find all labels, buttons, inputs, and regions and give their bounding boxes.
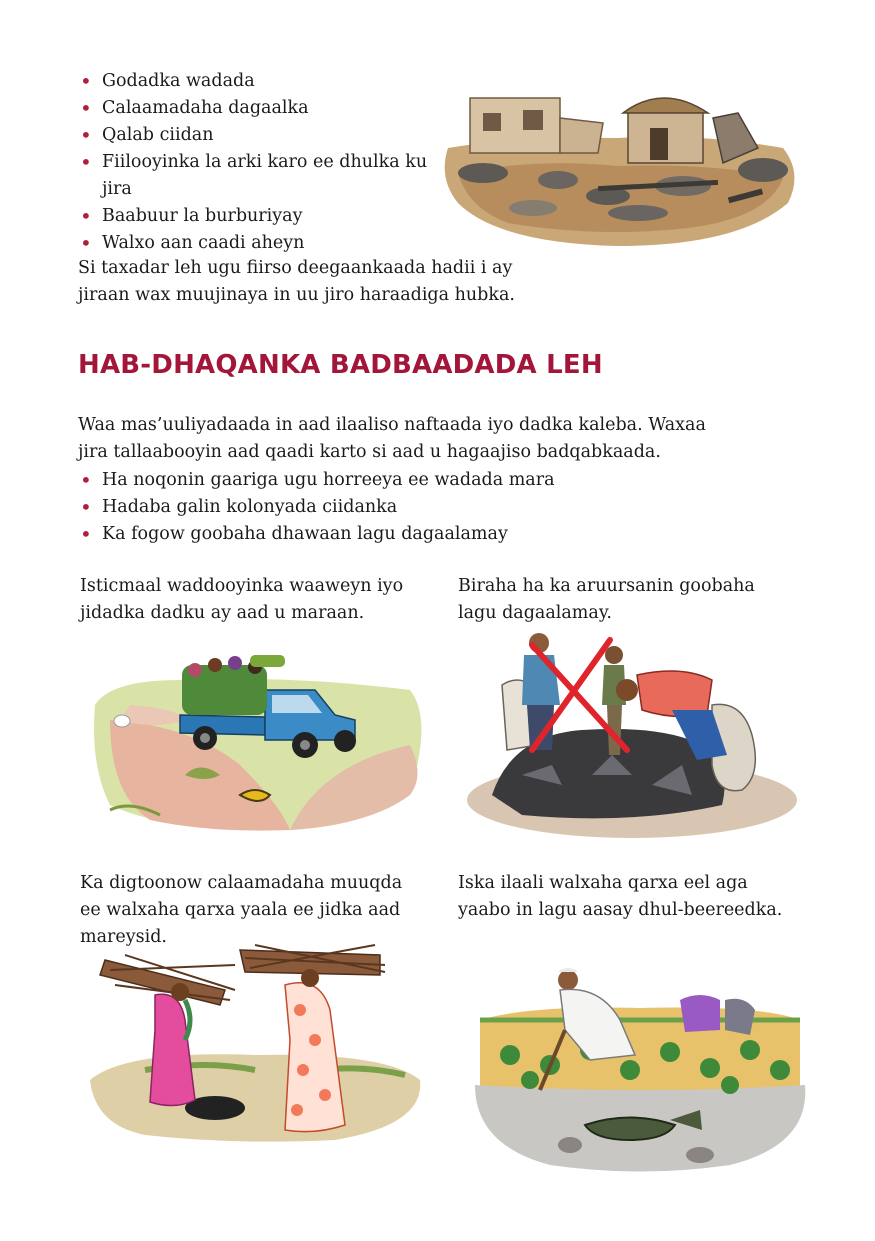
farm-field-illustration [470, 960, 810, 1180]
bullet-icon: • [80, 123, 92, 147]
list-item: • Godadka wadada [80, 69, 255, 93]
section-title: HAB-DHAQANKA BADBAADADA LEH [78, 350, 603, 380]
safety-tips-list [78, 467, 718, 548]
bullet-icon: • [80, 231, 92, 255]
list-item: • Ha noqonin gaariga ugu horreeya ee wadada mara [80, 468, 555, 492]
list-item: • Calaamadaha dagaalka [80, 96, 309, 120]
caption-farm-fields: Iska ilaali walxaha qarxa eel aga yaabo in lagu aasay dhul-beereedka. [458, 873, 783, 920]
women-carrying-firewood-illustration [85, 930, 425, 1145]
bullet-icon: • [80, 495, 92, 519]
warning-signs-list [78, 68, 458, 257]
list-item: • Qalab ciidan [80, 123, 214, 147]
bullet-icon: • [80, 150, 92, 174]
ruins-illustration [438, 78, 800, 248]
caption-main-roads: Isticmaal waddooyinka waaweyn iyo jidadka dadku ay aad u maraan. [80, 576, 404, 623]
list-item: • Ka fogow goobaha dhawaan lagu dagaalamay [80, 522, 508, 546]
scrap-metal-collection-illustration [462, 625, 802, 840]
bullet-icon: • [80, 522, 92, 546]
list-item: • Fiilooyinka la arki karo ee dhulka ku jira [80, 150, 428, 199]
list-item: • Hadaba galin kolonyada ciidanka [80, 495, 398, 519]
bullet-icon: • [80, 96, 92, 120]
caption-scrap-metal: Biraha ha ka aruursanin goobaha lagu dagaalamay. [458, 576, 755, 623]
truck-on-road-illustration [90, 635, 430, 835]
list-item: • Walxo aan caadi aheyn [80, 231, 305, 255]
list-item: • Baabuur la burburiyay [80, 204, 303, 228]
intro-warning-text: Si taxadar leh ugu fiirso deegaankaada hadii i ay jiraan wax muujinaya in uu jiro haraadiga hubka. [78, 258, 515, 305]
bullet-icon: • [80, 204, 92, 228]
bullet-icon: • [80, 468, 92, 492]
caption-visible-signs: Ka digtoonow calaamadaha muuqda ee walxaha qarxa yaala ee jidka aad mareysid. [80, 873, 403, 947]
section-intro-text: Waa mas’uuliyadaada in aad ilaaliso naftaada iyo dadka kaleba. Waxaa jira tallaabooyin aad qaadi karto si aad u hagaajiso badqabkaada. [78, 415, 706, 462]
bullet-icon: • [80, 69, 92, 93]
